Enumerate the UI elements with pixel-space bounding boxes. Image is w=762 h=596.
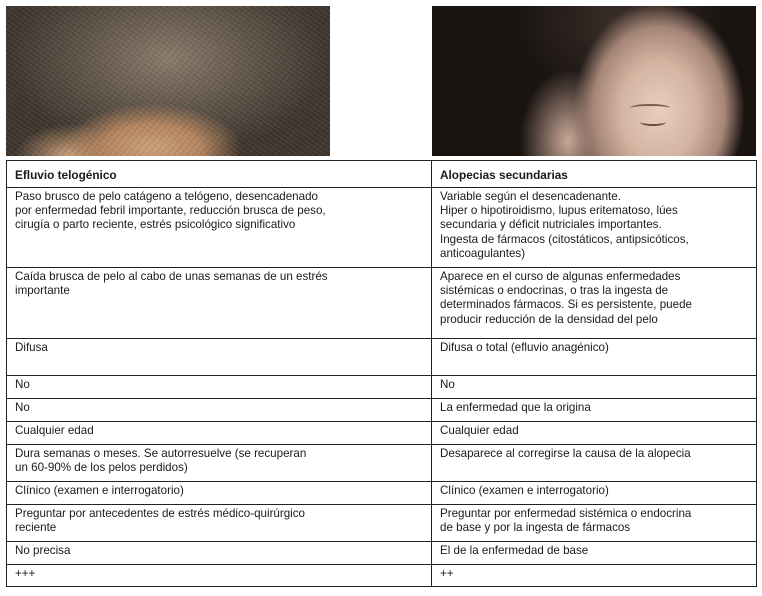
cell-edad-efluvio: Cualquier edad bbox=[7, 422, 432, 445]
cell-patron-efluvio: Difusa bbox=[7, 339, 432, 376]
face-photo bbox=[432, 6, 756, 156]
cell-etiologia-efluvio: Paso brusco de pelo catágeno a telógeno, desencadenado por enfermedad febril importante, reducción brusca de peso, cirugía o parto reciente, estrés psicológico significativo bbox=[7, 188, 432, 268]
face-brow-detail bbox=[630, 104, 670, 112]
header-alopecias-secundarias: Alopecias secundarias bbox=[432, 161, 757, 188]
face-eye-detail bbox=[640, 118, 666, 126]
table-row bbox=[7, 542, 757, 565]
cell-evolucion-efluvio: Dura semanas o meses. Se autorresuelve (se recuperan un 60-90% de los pelos perdidos) bbox=[7, 445, 432, 482]
table-row bbox=[7, 445, 757, 482]
table-row bbox=[7, 422, 757, 445]
table-header-row bbox=[7, 161, 757, 188]
cell-etiologia-secundarias: Variable según el desencadenante. Hiper o hipotiroidismo, lupus eritematoso, lúes secundaria y déficit nutriciales importantes. Ingesta de fármacos (citostáticos, antipsicóticos, anticoagulantes) bbox=[432, 188, 757, 268]
cell-anamnesis-efluvio: Preguntar por antecedentes de estrés médico-quirúrgico reciente bbox=[7, 505, 432, 542]
cell-clinica-efluvio: Caída brusca de pelo al cabo de unas semanas de un estrés importante bbox=[7, 268, 432, 339]
comparison-table bbox=[6, 160, 757, 587]
comparison-table-container bbox=[6, 160, 756, 587]
table-row bbox=[7, 339, 757, 376]
cell-frecuencia-secundarias: ++ bbox=[432, 565, 757, 587]
cell-anamnesis-secundarias: Preguntar por enfermedad sistémica o endocrina de base y por la ingesta de fármacos bbox=[432, 505, 757, 542]
cell-row4-secundarias: No bbox=[432, 376, 757, 399]
table-row bbox=[7, 565, 757, 587]
table-row bbox=[7, 376, 757, 399]
cell-clinica-secundarias: Aparece en el curso de algunas enfermedades sistémicas o endocrinas, o tras la ingesta de determinados fármacos. Si es persistente, puede producir reducción de la densidad del pelo bbox=[432, 268, 757, 339]
cell-diagnostico-secundarias: Clínico (examen e interrogatorio) bbox=[432, 482, 757, 505]
table-row bbox=[7, 482, 757, 505]
cell-evolucion-secundarias: Desaparece al corregirse la causa de la alopecia bbox=[432, 445, 757, 482]
cell-frecuencia-efluvio: +++ bbox=[7, 565, 432, 587]
cell-tratamiento-efluvio: No precisa bbox=[7, 542, 432, 565]
scalp-photo bbox=[6, 6, 330, 156]
table-row bbox=[7, 268, 757, 339]
table-row bbox=[7, 505, 757, 542]
cell-row5-secundarias: La enfermedad que la origina bbox=[432, 399, 757, 422]
cell-edad-secundarias: Cualquier edad bbox=[432, 422, 757, 445]
cell-diagnostico-efluvio: Clínico (examen e interrogatorio) bbox=[7, 482, 432, 505]
cell-row5-efluvio: No bbox=[7, 399, 432, 422]
cell-row4-efluvio: No bbox=[7, 376, 432, 399]
header-efluvio-telogenico: Efluvio telogénico bbox=[7, 161, 432, 188]
table-row bbox=[7, 188, 757, 268]
cell-tratamiento-secundarias: El de la enfermedad de base bbox=[432, 542, 757, 565]
table-row bbox=[7, 399, 757, 422]
cell-patron-secundarias: Difusa o total (efluvio anagénico) bbox=[432, 339, 757, 376]
